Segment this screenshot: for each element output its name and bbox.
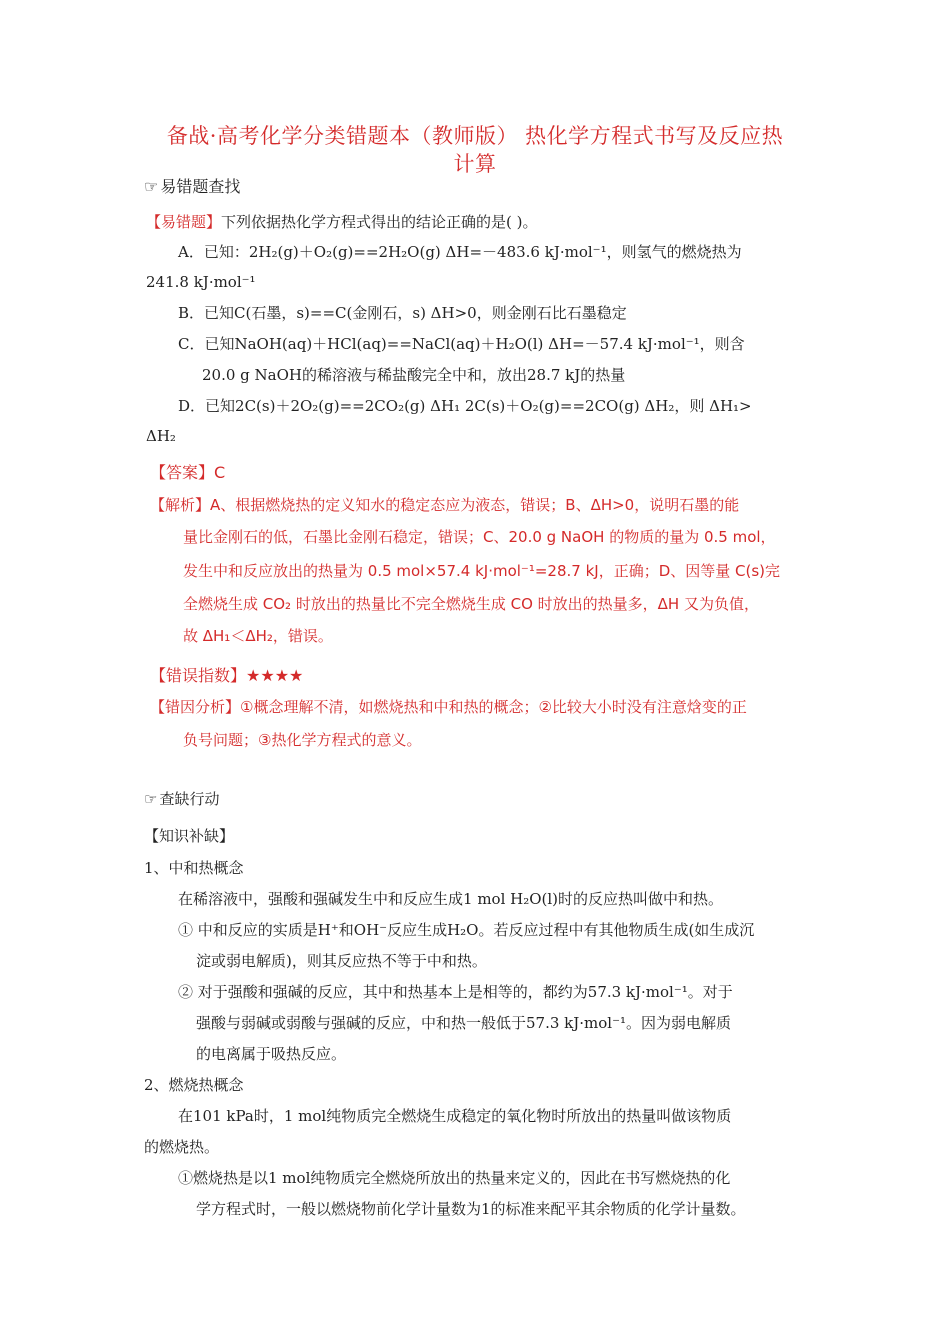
knowledge-para-1: 在稀溶液中，强酸和强碱发生中和反应生成1 mol H₂O(l)时的反应热叫做中和热。 bbox=[178, 890, 724, 908]
pointing-hand-icon: ☞ bbox=[144, 790, 158, 808]
section-heading-find-errors bbox=[144, 177, 240, 197]
section-heading-text: 易错题查找 bbox=[160, 177, 241, 196]
question-tag: 【易错题】 bbox=[146, 213, 222, 231]
title-line-2: 计算 bbox=[453, 152, 497, 176]
question-stem bbox=[146, 212, 538, 232]
cause-line-1 bbox=[150, 697, 747, 717]
analysis-line-1 bbox=[150, 495, 739, 515]
analysis-line-4: 全燃烧生成 CO₂ 时放出的热量比不完全燃烧生成 CO 时放出的热量多，ΔH 又为负值， bbox=[183, 595, 759, 613]
knowledge-note-1-line-1: ① 中和反应的实质是H⁺和OH⁻反应生成H₂O。若反应过程中有其他物质生成(如生成沉 bbox=[178, 921, 755, 939]
answer-value: C bbox=[214, 463, 226, 482]
knowledge-heading-1: 1、中和热概念 bbox=[144, 859, 244, 877]
knowledge-note-3-line-2: 学方程式时，一般以燃烧物前化学计量数为1的标准来配平其余物质的化学计量数。 bbox=[196, 1200, 746, 1218]
option-c-line-2: 20.0 g NaOH的稀溶液与稀盐酸完全中和，放出28.7 kJ的热量 bbox=[202, 366, 626, 384]
knowledge-note-2-line-1: ② 对于强酸和强碱的反应，其中和热基本上是相等的，都约为57.3 kJ·mol⁻¹。对于 bbox=[178, 983, 733, 1001]
cause-tag: 【错因分析】 bbox=[150, 698, 241, 716]
option-a-line-1: A．已知：2H₂(g)＋O₂(g)==2H₂O(g) ΔH=－483.6 kJ·mol⁻¹，则氢气的燃烧热为 bbox=[178, 243, 742, 261]
question-text: 下列依据热化学方程式得出的结论正确的是( )。 bbox=[221, 213, 538, 231]
option-b: B．已知C(石墨，s)==C(金刚石，s) ΔH>0，则金刚石比石墨稳定 bbox=[178, 304, 627, 322]
error-index-line bbox=[150, 666, 303, 686]
analysis-tag: 【解析】 bbox=[150, 496, 211, 514]
answer-tag: 【答案】 bbox=[150, 463, 215, 482]
cause-text-1: ①概念理解不清，如燃烧热和中和热的概念；②比较大小时没有注意焓变的正 bbox=[240, 698, 747, 716]
cause-line-2: 负号问题；③热化学方程式的意义。 bbox=[183, 731, 422, 749]
analysis-line-3: 发生中和反应放出的热量为 0.5 mol×57.4 kJ·mol⁻¹=28.7 kJ，正确；D、因等量 C(s)完 bbox=[183, 562, 781, 580]
answer-line bbox=[150, 463, 225, 483]
knowledge-note-3-line-1: ①燃烧热是以1 mol纯物质完全燃烧所放出的热量来定义的，因此在书写燃烧热的化 bbox=[178, 1169, 731, 1187]
analysis-line-2: 量比金刚石的低，石墨比金刚石稳定，错误；C、20.0 g NaOH 的物质的量为 0.5 mol， bbox=[183, 528, 776, 546]
document-title bbox=[120, 122, 830, 178]
knowledge-para-2-line-2: 的燃烧热。 bbox=[144, 1138, 220, 1156]
analysis-text-1: A、根据燃烧热的定义知水的稳定态应为液态，错误；B、ΔH>0，说明石墨的能 bbox=[210, 496, 740, 514]
knowledge-para-2-line-1: 在101 kPa时，1 mol纯物质完全燃烧生成稳定的氧化物时所放出的热量叫做该物质 bbox=[178, 1107, 732, 1125]
analysis-line-5: 故 ΔH₁＜ΔH₂，错误。 bbox=[183, 627, 333, 645]
pointing-hand-icon: ☞ bbox=[144, 177, 159, 196]
knowledge-note-2-line-3: 的电离属于吸热反应。 bbox=[196, 1045, 347, 1063]
section-heading-fill-gaps bbox=[144, 789, 219, 809]
knowledge-tag: 【知识补缺】 bbox=[144, 827, 235, 845]
option-a-line-2: 241.8 kJ·mol⁻¹ bbox=[146, 273, 256, 291]
knowledge-note-1-line-2: 淀或弱电解质)，则其反应热不等于中和热。 bbox=[196, 952, 487, 970]
knowledge-heading-2: 2、燃烧热概念 bbox=[144, 1076, 244, 1094]
error-index-tag: 【错误指数】 bbox=[150, 666, 247, 685]
knowledge-note-2-line-2: 强酸与弱碱或弱酸与强碱的反应，中和热一般低于57.3 kJ·mol⁻¹。因为弱电解质 bbox=[196, 1014, 732, 1032]
option-d-line-2: ΔH₂ bbox=[146, 427, 176, 445]
section-heading-text: 查缺行动 bbox=[159, 790, 220, 808]
option-d-line-1: D．已知2C(s)＋2O₂(g)==2CO₂(g) ΔH₁ 2C(s)＋O₂(g)==2CO(g) ΔH₂，则 ΔH₁> bbox=[178, 397, 752, 415]
option-c-line-1: C．已知NaOH(aq)＋HCl(aq)==NaCl(aq)＋H₂O(l) ΔH=－57.4 kJ·mol⁻¹，则含 bbox=[178, 335, 745, 353]
error-index-stars: ★★★★ bbox=[246, 666, 304, 685]
title-line-1: 备战·高考化学分类错题本（教师版） 热化学方程式书写及反应热 bbox=[166, 124, 784, 148]
